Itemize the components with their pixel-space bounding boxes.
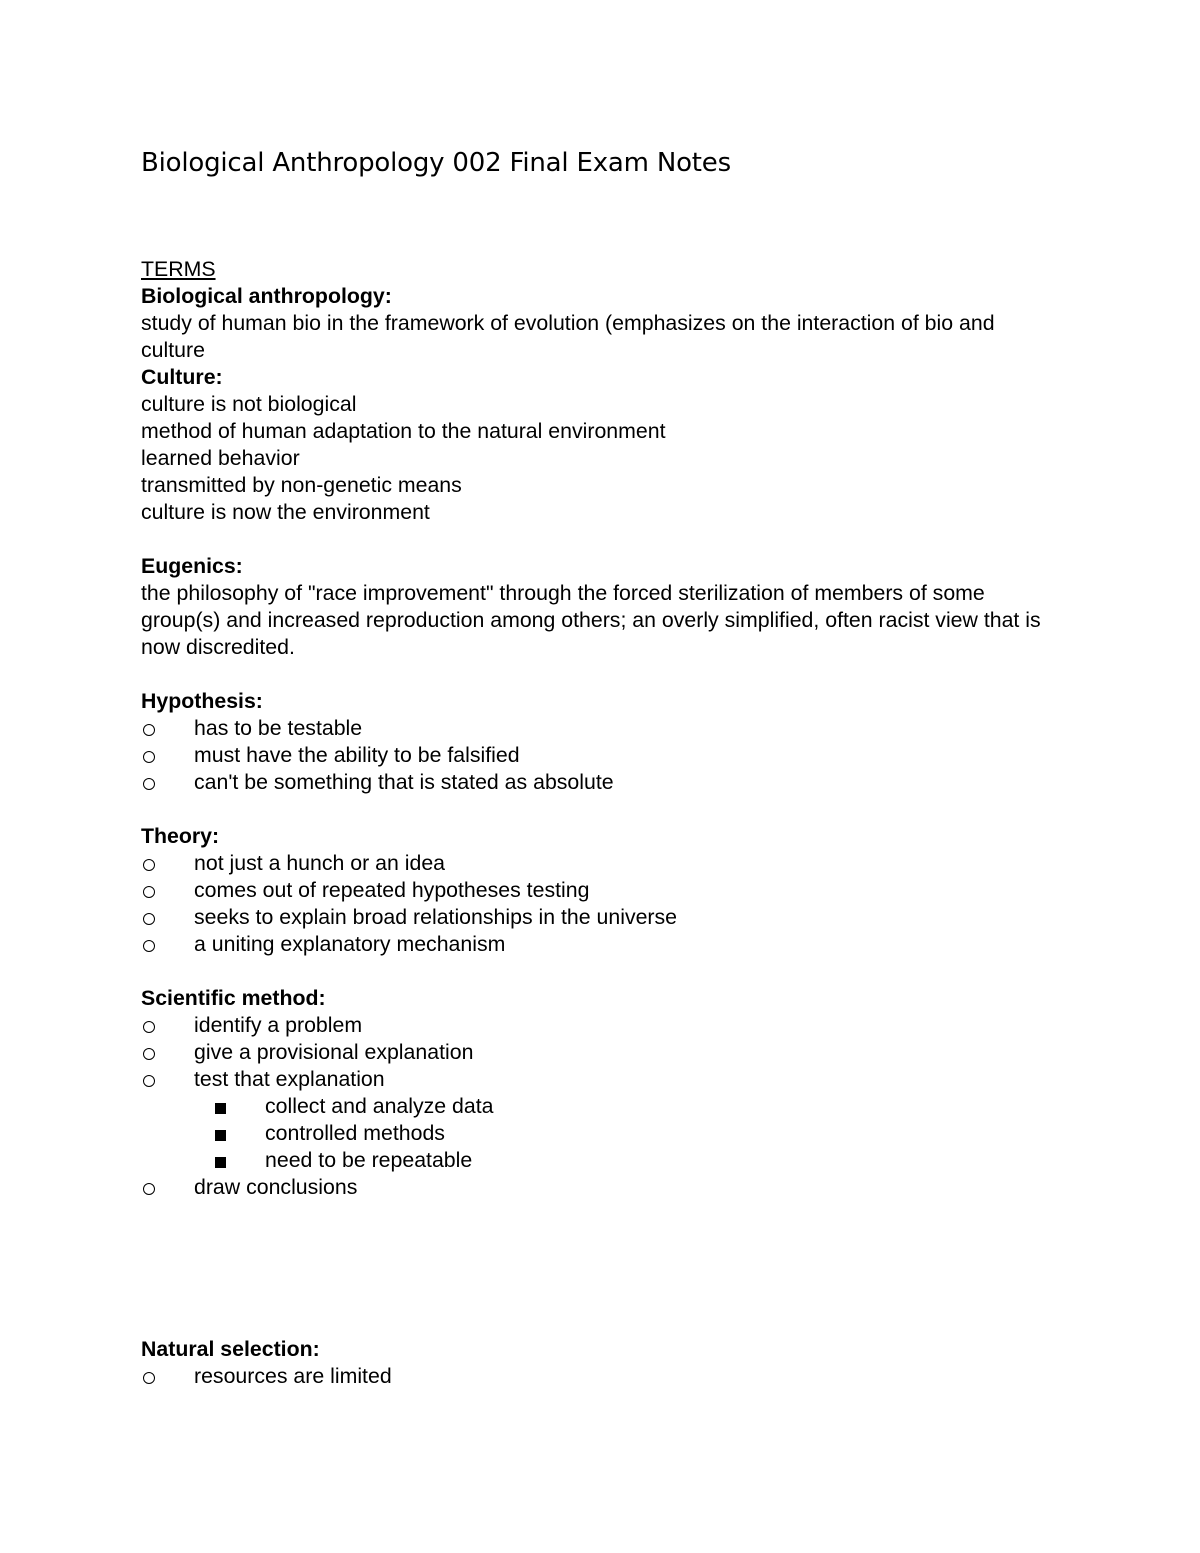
- spacer: [141, 796, 1061, 823]
- list-item: [141, 1066, 1061, 1093]
- circle-bullet-icon: [143, 1048, 155, 1060]
- sub-list-item-text: need to be repeatable: [265, 1148, 473, 1172]
- list-item-text: draw conclusions: [194, 1175, 358, 1199]
- list-item: [141, 1174, 1061, 1201]
- scientific-method-heading: Scientific method:: [141, 986, 326, 1010]
- list-item-text: identify a problem: [194, 1013, 363, 1037]
- list-item: [141, 904, 1061, 931]
- list-item: [141, 931, 1061, 958]
- sub-list-item: [141, 1093, 1061, 1120]
- list-item-text: test that explanation: [194, 1067, 385, 1091]
- list-item-text: give a provisional explanation: [194, 1040, 474, 1064]
- eugenics-definition: the philosophy of "race improvement" through the forced sterilization of members of some group(s) and increased reproduction among others; an overly simplified, often racist view that is now discredited.: [141, 581, 1041, 659]
- circle-bullet-icon: [143, 1372, 155, 1384]
- culture-line: transmitted by non-genetic means: [141, 473, 462, 497]
- bio-anthro-heading: Biological anthropology:: [141, 284, 392, 308]
- spacer: [141, 958, 1061, 985]
- document-title: Biological Anthropology 002 Final Exam Notes: [141, 148, 731, 178]
- circle-bullet-icon: [143, 886, 155, 898]
- theory-heading: Theory:: [141, 824, 220, 848]
- culture-line: culture is now the environment: [141, 500, 430, 524]
- list-item: [141, 877, 1061, 904]
- list-item-text: seeks to explain broad relationships in the universe: [194, 905, 678, 929]
- square-bullet-icon: [215, 1103, 226, 1114]
- list-item: [141, 1012, 1061, 1039]
- culture-heading: Culture:: [141, 365, 223, 389]
- circle-bullet-icon: [143, 778, 155, 790]
- sub-list-item: [141, 1147, 1061, 1174]
- list-item-text: must have the ability to be falsified: [194, 743, 520, 767]
- document-body: [141, 256, 1061, 1390]
- list-item-text: resources are limited: [194, 1364, 392, 1388]
- list-item-text: can't be something that is stated as absolute: [194, 770, 614, 794]
- circle-bullet-icon: [143, 751, 155, 763]
- terms-heading: TERMS: [141, 257, 216, 281]
- list-item-text: has to be testable: [194, 716, 363, 740]
- list-item-text: a uniting explanatory mechanism: [194, 932, 506, 956]
- square-bullet-icon: [215, 1130, 226, 1141]
- circle-bullet-icon: [143, 1183, 155, 1195]
- list-item-text: not just a hunch or an idea: [194, 851, 446, 875]
- circle-bullet-icon: [143, 859, 155, 871]
- list-item: [141, 1039, 1061, 1066]
- list-item: [141, 850, 1061, 877]
- culture-line: method of human adaptation to the natural environment: [141, 419, 666, 443]
- sub-list-item-text: collect and analyze data: [265, 1094, 494, 1118]
- spacer: [141, 661, 1061, 688]
- culture-line: culture is not biological: [141, 392, 357, 416]
- square-bullet-icon: [215, 1157, 226, 1168]
- circle-bullet-icon: [143, 724, 155, 736]
- spacer: [141, 1201, 1061, 1336]
- spacer: [141, 526, 1061, 553]
- culture-line: learned behavior: [141, 446, 300, 470]
- list-item-text: comes out of repeated hypotheses testing: [194, 878, 590, 902]
- list-item: [141, 1363, 1061, 1390]
- circle-bullet-icon: [143, 940, 155, 952]
- list-item: [141, 769, 1061, 796]
- natural-selection-heading: Natural selection:: [141, 1337, 320, 1361]
- circle-bullet-icon: [143, 1021, 155, 1033]
- hypothesis-heading: Hypothesis:: [141, 689, 263, 713]
- list-item: [141, 715, 1061, 742]
- circle-bullet-icon: [143, 1075, 155, 1087]
- sub-list-item: [141, 1120, 1061, 1147]
- eugenics-heading: Eugenics:: [141, 554, 243, 578]
- bio-anthro-definition: study of human bio in the framework of evolution (emphasizes on the interaction of bio and culture: [141, 311, 995, 362]
- circle-bullet-icon: [143, 913, 155, 925]
- list-item: [141, 742, 1061, 769]
- sub-list-item-text: controlled methods: [265, 1121, 445, 1145]
